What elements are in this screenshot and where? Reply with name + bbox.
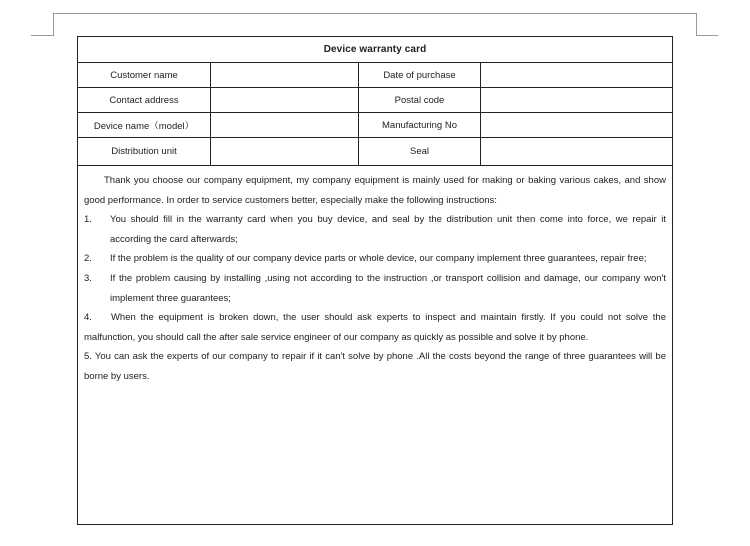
warranty-card (77, 36, 673, 525)
distribution-unit-value[interactable] (211, 138, 359, 165)
list-item (84, 249, 666, 269)
date-of-purchase-value[interactable] (481, 63, 672, 87)
list-item-text: If the problem causing by installing ,using not according to the instruction ,or transport collision and damage, our company won't implement three guarantees; (110, 272, 666, 304)
manufacturing-no-value[interactable] (481, 113, 672, 137)
list-item (84, 210, 666, 249)
customer-name-value[interactable] (211, 63, 359, 87)
postal-code-value[interactable] (481, 88, 672, 112)
crop-mark-top-left-vertical (53, 13, 54, 36)
paragraph-5: 5. You can ask the experts of our company to repair if it can't solve by phone .All the costs beyond the range of three guarantees will be borne by users. (84, 351, 666, 382)
intro-paragraph: Thank you choose our company equipment, my company equipment is mainly used for making or baking various cakes, and show good performance. In order to service customers better, especially make the following instructions: (84, 175, 666, 206)
crop-mark-top-right-horizontal (696, 35, 718, 36)
list-item-number: 1. (84, 214, 92, 226)
table-row (78, 88, 672, 113)
manufacturing-no-label: Manufacturing No (359, 113, 481, 137)
paragraph-4: 4. When the equipment is broken down, the user should ask experts to inspect and maintain firstly. If you could not solve the malfunction, you should call the after sale service engineer of our company as quickly as possible and solve it by phone. (84, 312, 669, 343)
postal-code-label: Postal code (359, 88, 481, 112)
contact-address-value[interactable] (211, 88, 359, 112)
table-row (78, 63, 672, 88)
list-item (84, 269, 666, 308)
seal-label: Seal (359, 138, 481, 165)
crop-mark-top-left-horizontal (31, 35, 53, 36)
table-row (78, 138, 672, 166)
distribution-unit-label: Distribution unit (78, 138, 211, 165)
list-item-text: If the problem is the quality of our company device parts or whole device, our company implement three guarantees, repair free; (110, 253, 647, 265)
device-name-label: Device name（model） (78, 113, 211, 137)
card-title: Device warranty card (78, 37, 672, 63)
customer-name-label: Customer name (78, 63, 211, 87)
list-item-text: You should fill in the warranty card when you buy device, and seal by the distribution unit then come into force, we repair it according the card afterwards; (110, 214, 666, 245)
crop-mark-top-right-vertical (696, 13, 697, 36)
instructions-body (78, 166, 672, 387)
list-item-number: 3. (84, 272, 92, 284)
table-row (78, 113, 672, 138)
seal-value[interactable] (481, 138, 672, 165)
device-name-value[interactable] (211, 113, 359, 137)
list-item-number: 2. (84, 253, 92, 265)
header-rule (53, 13, 697, 14)
date-of-purchase-label: Date of purchase (359, 63, 481, 87)
contact-address-label: Contact address (78, 88, 211, 112)
